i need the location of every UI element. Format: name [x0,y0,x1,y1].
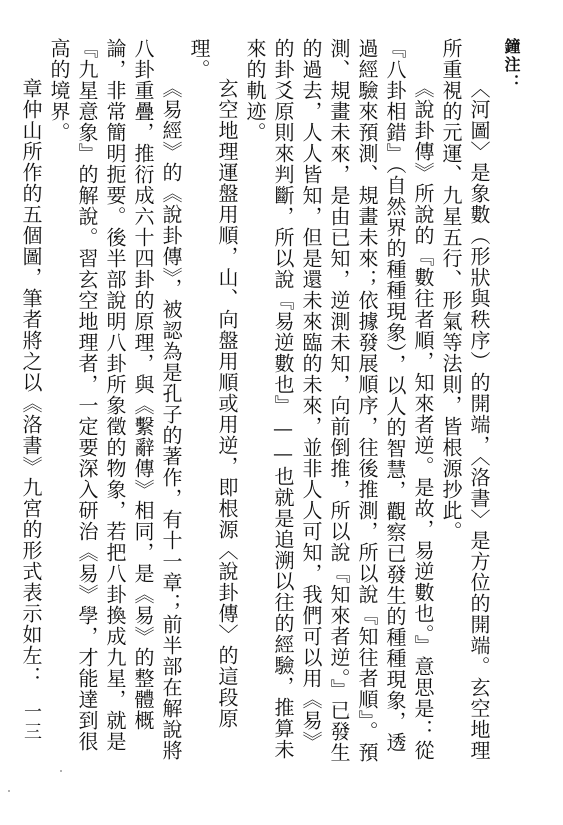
paragraph-yun-pan: 玄空地理運盤用順，山、向盤用順或用逆，即根源〈說卦傳〉的這段原理。 [187,38,239,729]
scan-speck [8,790,10,792]
paragraph-shuo-gua-zhuan: 《說卦傳》所說的『數往者順，知來者逆。是故，易逆數也。』意思是：從『八卦相錯』（自然界的種種現象），以人的智慧，觀察已發生的種種現象，透過經驗來預測、規畫未來；依據發展順序，往後推測，所以說『知往者順』。預測、規畫未來，是由已知，逆測未知，向前倒推，所以說『知來者逆。』已發生的過去，人人皆知，但是還未來臨的未來，並非人人可知，我們可以用《易》的卦爻原則來判斷，所以說『易逆數也』——也就是追溯以往的經驗，推算未來的軌迹。 [243,38,435,763]
paragraph-zhang-zhongshan: 章仲山所作的五個圖，筆者將之以《洛書》九宮的形式表示如左： [19,78,43,687]
paragraph-yi-jing: 《易經》的《說卦傳》，被認為是孔子的著作，有十一章；前半部在解說將八卦重疊，推衍成六十四卦的原理，與《繫辭傳》相同，是《易》的整體概論，非常簡明扼要。後半部說明八卦所象徵的物象，若把八卦換成九星，就是『九星意象』的解說。習玄空地理者，一定要深入研治《易》學，才能達到很高的境界。 [47,38,183,761]
page-number: 一三 [21,702,42,742]
scan-speck [60,770,62,772]
annotation-heading: 鐘注： [502,38,521,92]
vertical-text-block [17,38,525,768]
paragraph-hetu-luoshu: 〈河圖〉是象數（形狀與秩序）的開端，〈洛書〉是方位的開端。玄空地理所重視的元運、九星五行、形氣等法則，皆根源抄此。 [439,38,491,761]
